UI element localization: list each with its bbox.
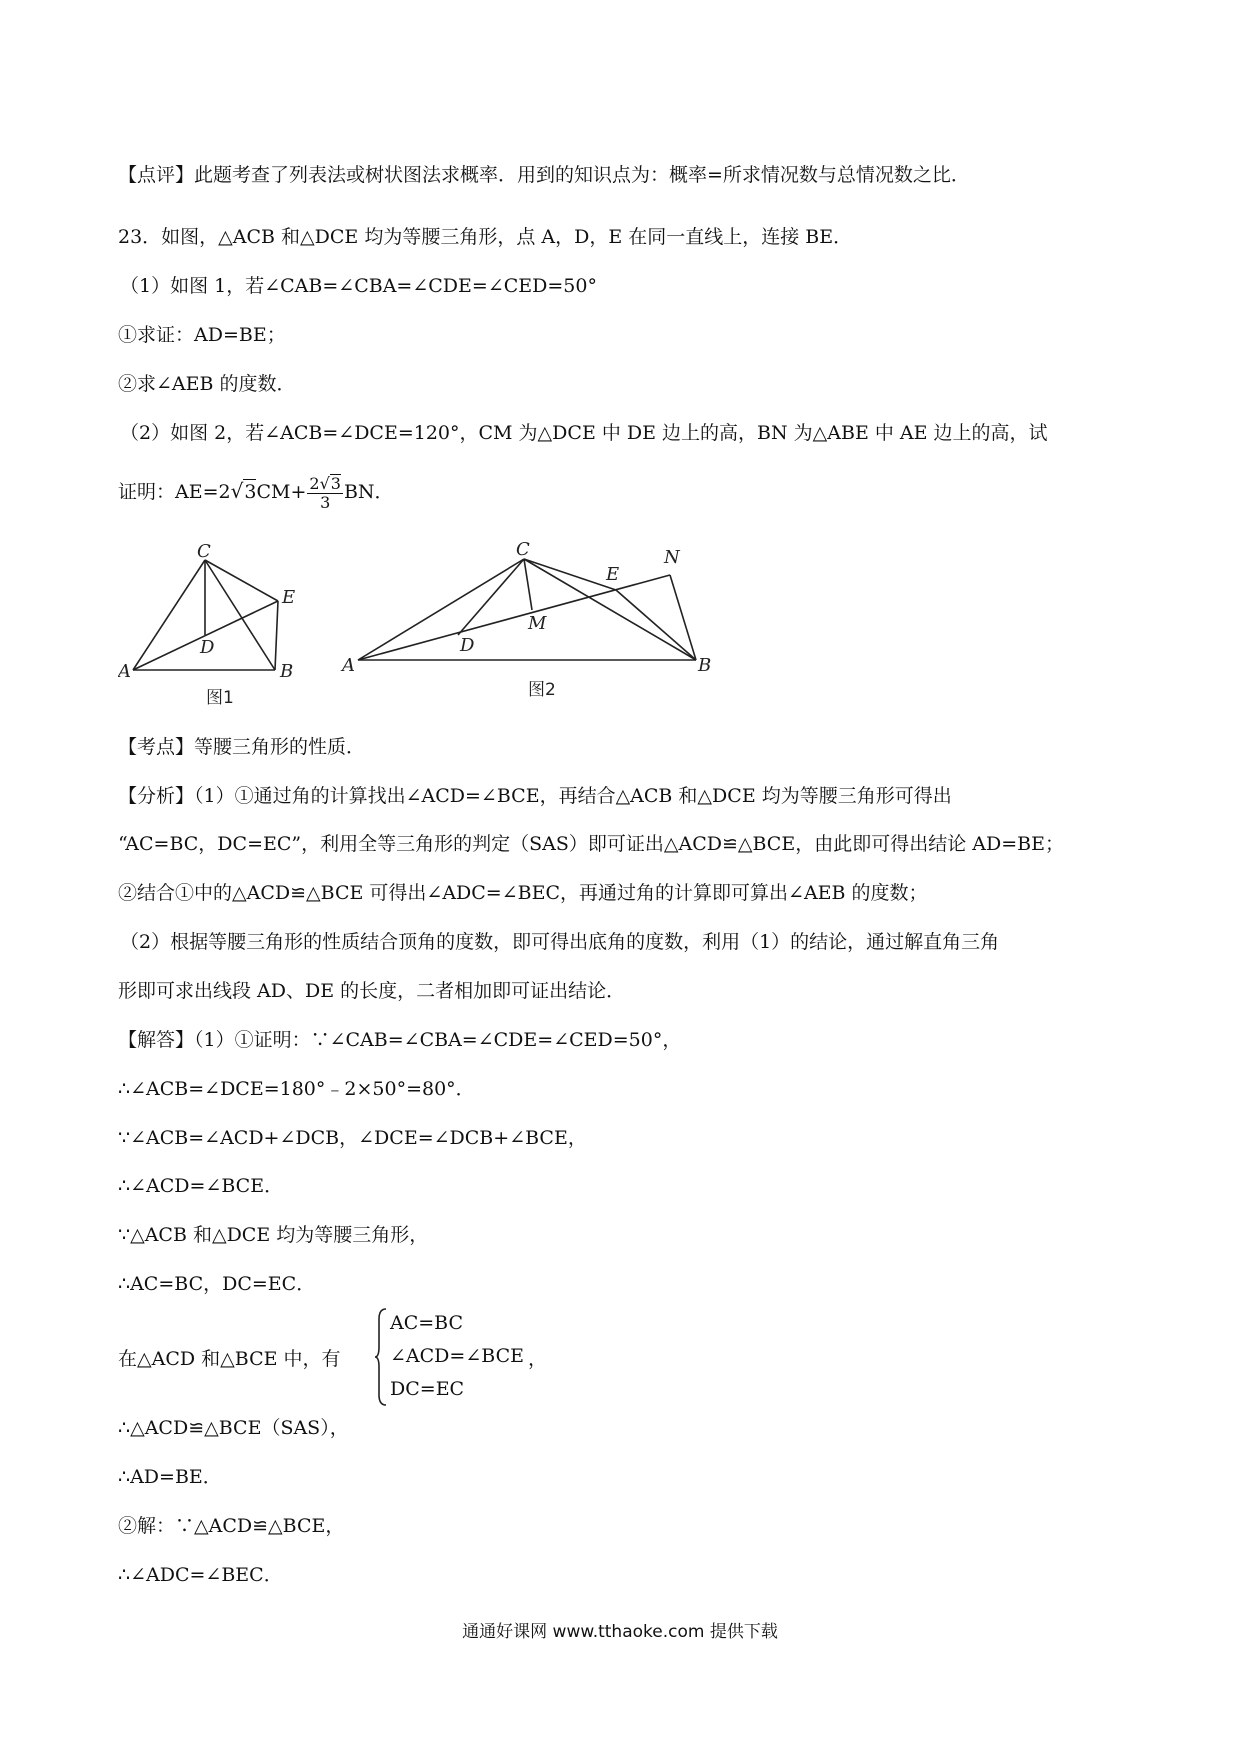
sqrt-sign: √ xyxy=(230,479,244,503)
fraction-numerator: 2√3 xyxy=(309,474,341,493)
system-item-2: ∠ACD=∠BCE xyxy=(390,1345,524,1367)
sqrt-value: 3 xyxy=(244,481,257,503)
fraction-denominator: 3 xyxy=(320,493,331,512)
fig1-label-b: B xyxy=(280,661,294,682)
fig2-label-n: N xyxy=(664,547,680,568)
solution2-line-3: ②解：∵△ACD≌△BCE， xyxy=(118,1515,345,1537)
fig2-label-a: A xyxy=(342,655,355,676)
solution-line-6: ∴AC=BC，DC=EC． xyxy=(118,1273,316,1295)
solution-line-3: ∵∠ACB=∠ACD+∠DCB，∠DCE=∠DCB+∠BCE， xyxy=(118,1127,587,1149)
fig1-label-a: A xyxy=(118,661,131,682)
solution-line-4: ∴∠ACD=∠BCE． xyxy=(118,1175,284,1197)
formula-prefix: 证明：AE=2 xyxy=(118,481,231,503)
fraction xyxy=(307,474,343,512)
kaodian: 【考点】等腰三角形的性质． xyxy=(118,736,366,758)
geometry-figures xyxy=(118,535,718,715)
analysis-line-3: ②结合①中的△ACD≌△BCE 可得出∠ADC=∠BEC，再通过角的计算即可算出∠AEB 的度数； xyxy=(118,882,928,904)
fig2-label-c: C xyxy=(516,539,530,560)
fig1-label-c: C xyxy=(197,541,211,562)
figure-2 xyxy=(358,559,696,660)
solution2-line-1: ∴△ACD≌△BCE（SAS）， xyxy=(118,1417,349,1439)
solution-line-1: 【解答】（1）①证明：∵∠CAB=∠CBA=∠CDE=∠CED=50°， xyxy=(118,1029,682,1051)
formula-mid: CM+ xyxy=(256,481,307,503)
fig2-label-e: E xyxy=(606,564,620,585)
analysis-line-5: 形即可求出线段 AD、DE 的长度，二者相加即可证出结论． xyxy=(118,980,626,1002)
problem-part1-a: ①求证：AD=BE； xyxy=(118,324,286,346)
problem-part1: （1）如图 1，若∠CAB=∠CBA=∠CDE=∠CED=50° xyxy=(120,275,597,297)
solution-line-2: ∴∠ACB=∠DCE=180°﹣2×50°=80°． xyxy=(118,1078,475,1100)
analysis-line-2: “AC=BC，DC=EC”，利用全等三角形的判定（SAS）即可证出△ACD≌△BCE，由此即可得出结论 AD=BE； xyxy=(118,833,1064,855)
analysis-line-4: （2）根据等腰三角形的性质结合顶角的度数，即可得出底角的度数，利用（1）的结论，通过解直角三角 xyxy=(120,931,1000,953)
fig1-caption: 图1 xyxy=(206,688,234,708)
solution-line-5: ∵△ACB 和△DCE 均为等腰三角形， xyxy=(118,1224,429,1246)
fig2-label-b: B xyxy=(698,655,712,676)
problem-part2: （2）如图 2，若∠ACB=∠DCE=120°，CM 为△DCE 中 DE 边上的高，BN 为△ABE 中 AE 边上的高，试 xyxy=(120,422,1048,444)
review-text: 【点评】此题考查了列表法或树状图法求概率．用到的知识点为：概率=所求情况数与总情况数之比． xyxy=(118,164,970,186)
fig2-label-m: M xyxy=(528,613,547,634)
fig2-caption: 图2 xyxy=(528,680,556,700)
problem-part2-formula xyxy=(118,474,394,512)
system-label: 在△ACD 和△BCE 中，有 xyxy=(118,1348,341,1370)
left-brace-icon xyxy=(374,1307,388,1407)
solution2-line-2: ∴AD=BE． xyxy=(118,1466,222,1488)
system-item-1: AC=BC xyxy=(390,1312,464,1334)
formula-suffix: BN． xyxy=(343,481,394,503)
system-tail: ， xyxy=(528,1348,548,1370)
system-item-3: DC=EC xyxy=(390,1378,465,1400)
fig1-label-e: E xyxy=(282,587,296,608)
problem-stem: 23．如图，△ACB 和△DCE 均为等腰三角形，点 A，D，E 在同一直线上，连接 BE． xyxy=(118,226,853,248)
analysis-line-1: 【分析】（1）①通过角的计算找出∠ACD=∠BCE，再结合△ACB 和△DCE 均为等腰三角形可得出 xyxy=(118,785,952,807)
solution2-line-4: ∴∠ADC=∠BEC． xyxy=(118,1564,283,1586)
page-footer: 通通好课网 www.tthaoke.com 提供下载 xyxy=(462,1622,778,1642)
fig2-label-d: D xyxy=(460,635,475,656)
problem-part1-b: ②求∠AEB 的度数． xyxy=(118,373,296,395)
fig1-label-d: D xyxy=(200,637,215,658)
